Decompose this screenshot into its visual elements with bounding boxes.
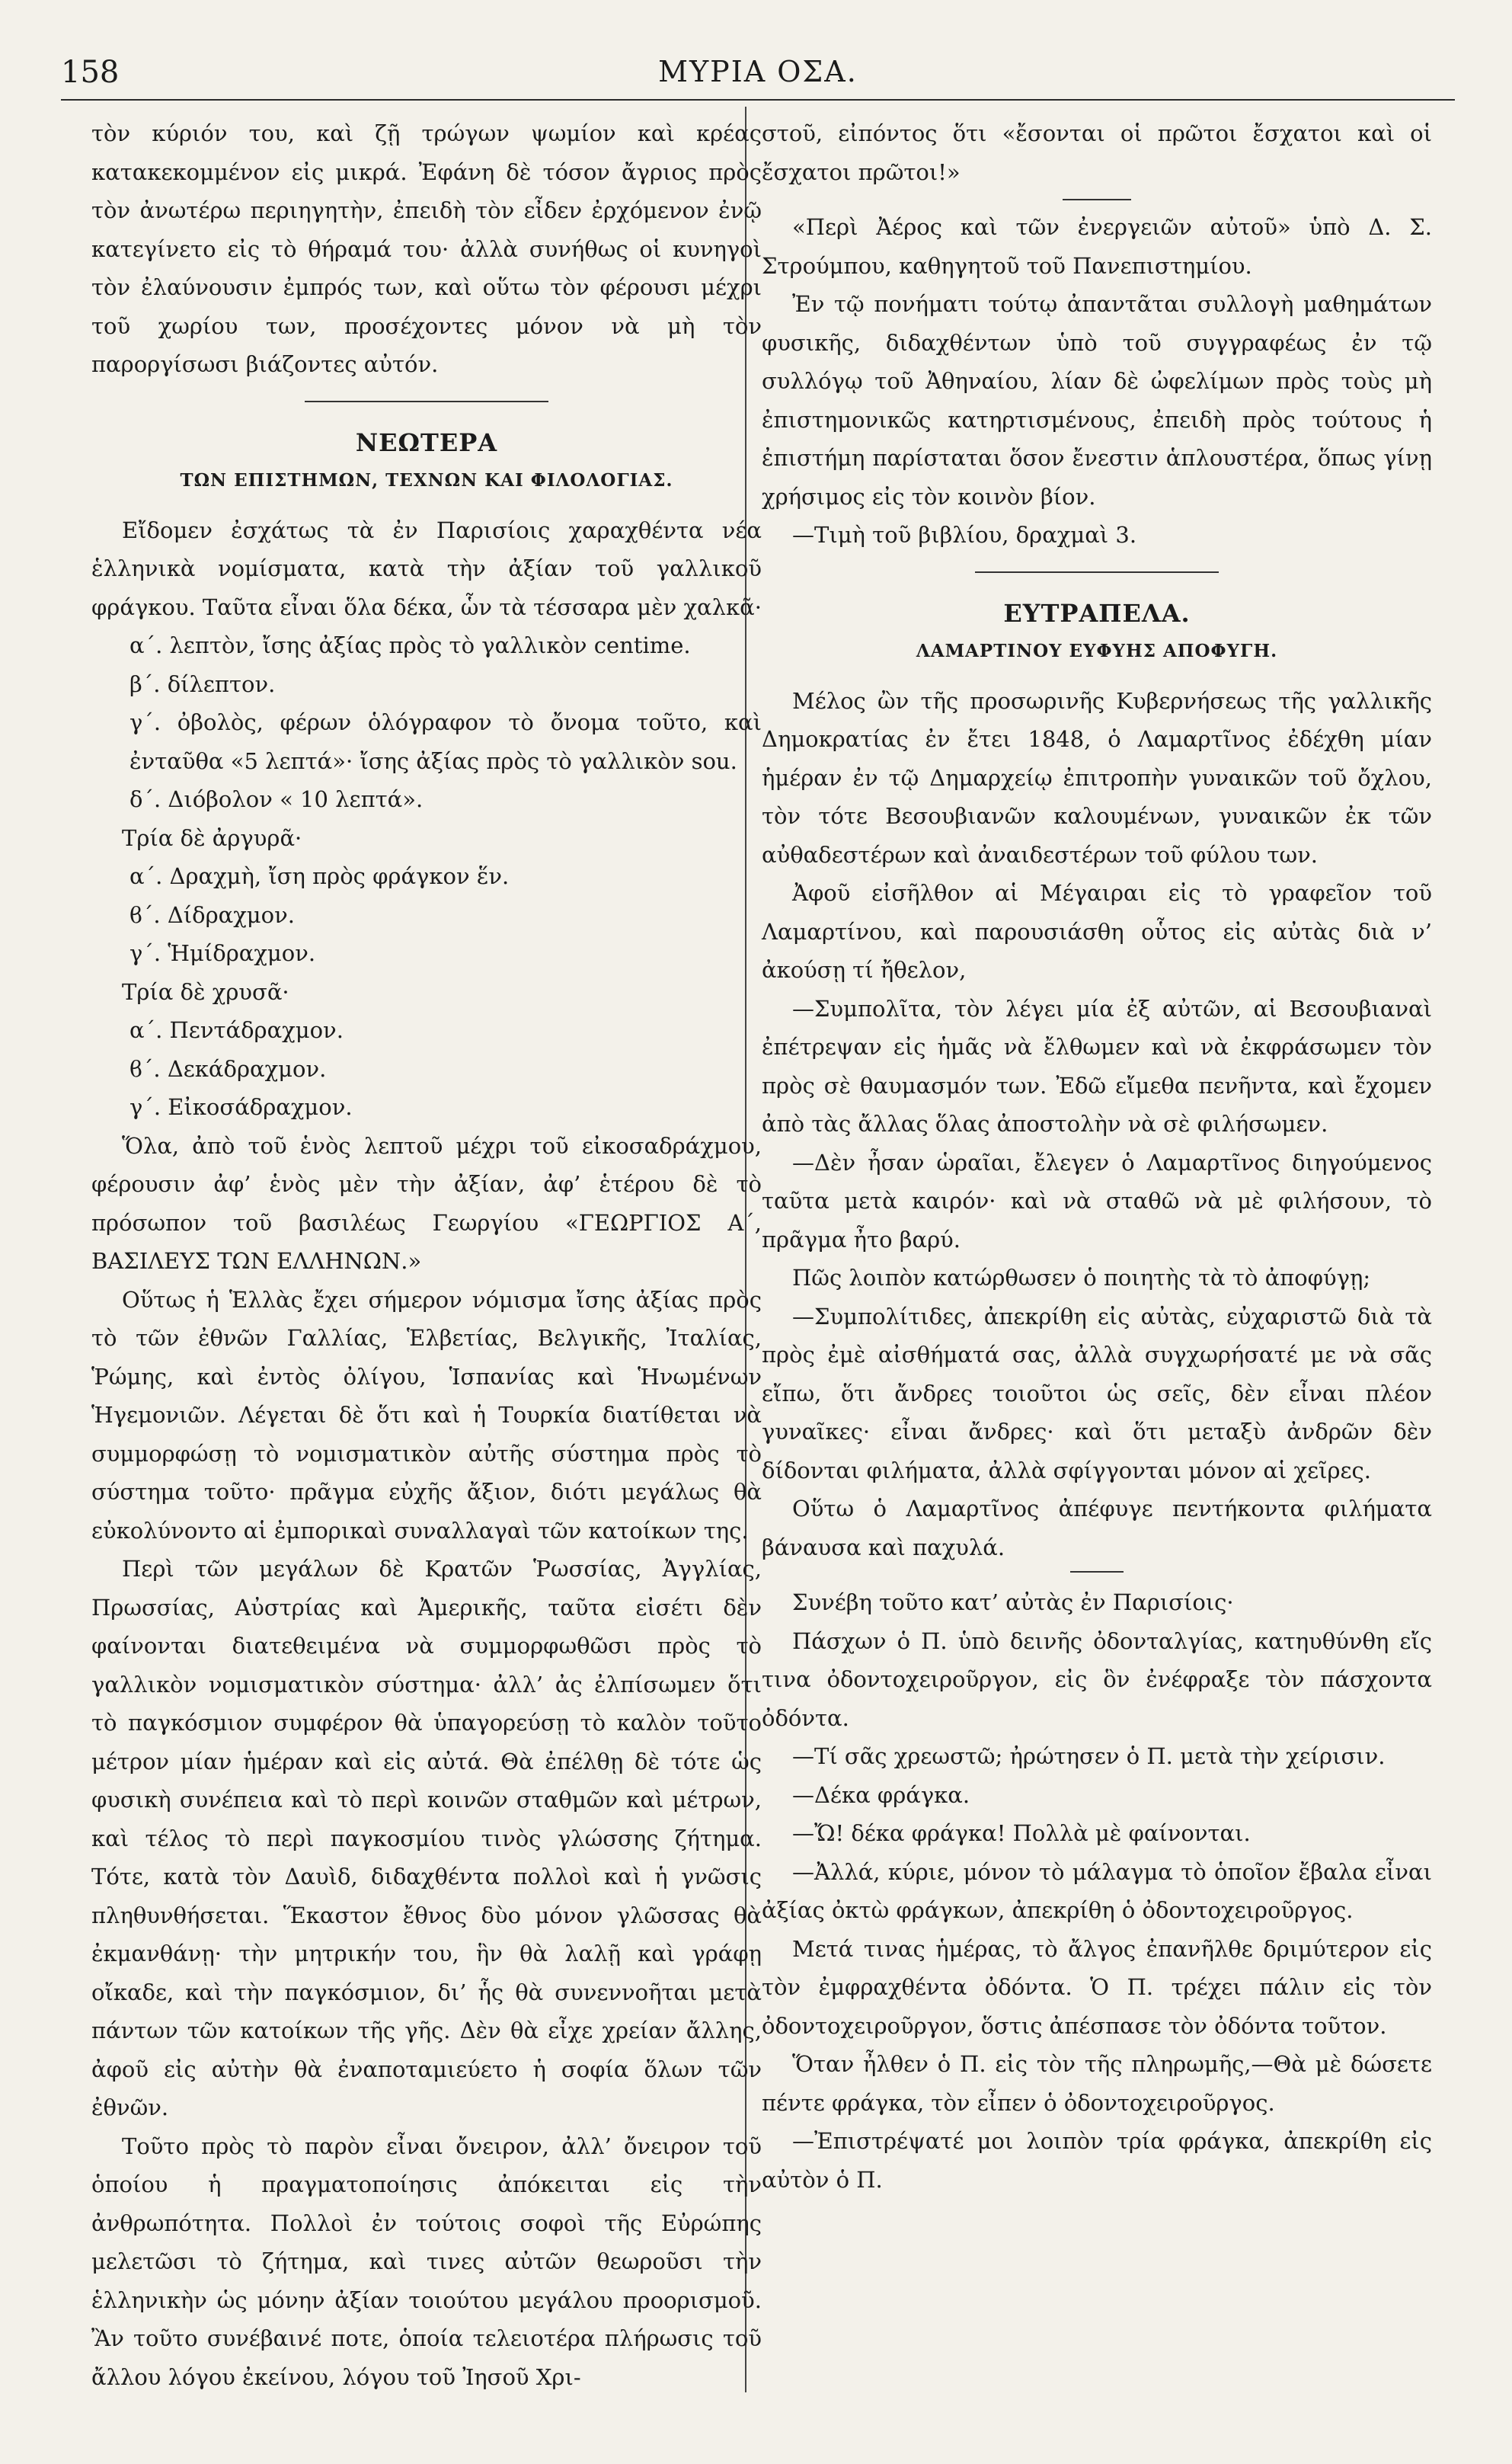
- story-paragraph: —Ἐπιστρέψατέ μοι λοιπὸν τρία φράγκα, ἀπεκρίθη εἰς αὐτὸν ὁ Π.: [762, 2128, 1432, 2193]
- story-paragraph: —Συμπολίτιδες, ἀπεκρίθη εἰς αὐτὰς, εὐχαριστῶ διὰ τὰ πρὸς ἐμὲ αἰσθήματά σας, ἀλλὰ συγχωρήσατέ με νὰ σᾶς εἴπω, ὅτι ἄνδρες τοιοῦτοι ὡς σεῖς, δὲν εἶναι πλέον γυναῖκες· εἶναι ἄνδρες· καὶ ὅτι μεταξὺ ἀνδρῶν δὲν δίδονται φιλήματα, ἀλλὰ σφίγγονται μόνον αἱ χεῖρες.: [762, 1303, 1432, 1483]
- right-column: [762, 114, 1432, 2199]
- story-paragraph: Μέλος ὢν τῆς προσωρινῆς Κυβερνήσεως τῆς γαλλικῆς Δημοκρατίας ἐν ἔτει 1848, ὁ Λαμαρτῖνος ἐδέχθη μίαν ἡμέραν ἐν τῷ Δημαρχείῳ ἐπιτροπὴν γυναικῶν τοῦ ὄχλου, τὸν τότε Βεσουβιανῶν καλουμένων, γυναικῶν ἐκ τῶν αὐθαδεστέρων καὶ ἀναιδεστέρων τοῦ φύλου των.: [762, 687, 1432, 868]
- story-paragraph: Οὕτω ὁ Λαμαρτῖνος ἀπέφυγε πεντήκοντα φιλήματα βάναυσα καὶ παχυλά.: [762, 1496, 1432, 1560]
- list-item: γ΄. Εἰκοσάδραχμον.: [129, 1094, 353, 1120]
- page-number: 158: [61, 55, 120, 90]
- continued-paragraph: στοῦ, εἰπόντος ὅτι «ἔσονται οἱ πρῶτοι ἔσχατοι καὶ οἱ ἔσχατοι πρῶτοι!»: [762, 120, 1432, 185]
- book-price: —Τιμὴ τοῦ βιβλίου, δραχμαὶ 3.: [792, 522, 1137, 548]
- story-paragraph: Πάσχων ὁ Π. ὑπὸ δεινῆς ὀδονταλγίας, κατηυθύνθη εἴς τινα ὀδοντοχειροῦργον, εἰς ὃν ἐνέφραξε τὸν πάσχοντα ὀδόντα.: [762, 1627, 1432, 1731]
- section-rule: [975, 571, 1219, 573]
- section-heading: ΕΥΤΡΑΠΕΛΑ.: [1003, 598, 1191, 628]
- intro-paragraph: τὸν κύριόν του, καὶ ζῇ τρώγων ψωμίον καὶ κρέας κατακεκομμένον εἰς μικρά. Ἐφάνη δὲ τόσον ἄγριος πρὸς τὸν ἀνωτέρω περιηγητὴν, ἐπειδὴ τὸν εἶδεν ἐρχόμενον ἐνῷ κατεγίνετο εἰς τὸ θήραμά του· ἀλλὰ συνήθως οἱ κυνηγοὶ τὸν ἐλαύνουσιν ἐμπρός των, καὶ οὕτω τὸν φέρουσι μέχρι τοῦ χωρίου των, προσέχοντες μόνον νὰ μὴ τὸν παροργίσωσι βιάζοντες αὐτόν.: [91, 120, 762, 377]
- book-description: Ἐν τῷ πονήματι τούτῳ ἀπαντᾶται συλλογὴ μαθημάτων φυσικῆς, διδαχθέντων ὑπὸ τοῦ συγγραφέως ἐν τῷ συλλόγῳ τοῦ Ἀθηναίου, λίαν δὲ ὠφελίμων πρὸς τοὺς μὴ ἐπιστημονικῶς κατηρτισμένους, ἐπειδὴ πρὸς τούτους ἡ ἐπιστήμη παρίσταται ὅσον ἔνεστιν ἁπλουστέρα, ὅπως γίνῃ χρήσιμος εἰς τὸν κοινὸν βίον.: [762, 291, 1432, 510]
- separator-rule: [1070, 1571, 1124, 1573]
- story-paragraph: —Τί σᾶς χρεωστῶ; ἠρώτησεν ὁ Π. μετὰ τὴν χείρισιν.: [792, 1743, 1386, 1769]
- story-paragraph: —Δὲν ἦσαν ὡραῖαι, ἔλεγεν ὁ Λαμαρτῖνος διηγούμενος ταῦτα μετὰ καιρόν· καὶ νὰ σταθῶ νὰ μὲ φιλήσουν, τὸ πρᾶγμα ἦτο βαρύ.: [762, 1149, 1432, 1253]
- list-item: α΄. λεπτὸν, ἴσης ἀξίας πρὸς τὸ γαλλικὸν centime.: [129, 632, 691, 658]
- running-title: ΜΥΡΙΑ ΟΣΑ.: [658, 55, 858, 88]
- story-paragraph: Συνέβη τοῦτο κατ’ αὐτὰς ἐν Παρισίοις·: [792, 1589, 1234, 1615]
- list-intro: Τρία δὲ ἀργυρᾶ·: [122, 824, 302, 851]
- story-paragraph: Μετά τινας ἡμέρας, τὸ ἄλγος ἐπανῆλθε δριμύτερον εἰς τὸν ἐμφραχθέντα ὀδόντα. Ὁ Π. τρέχει πάλιν εἰς τὸν ὀδοντοχειροῦργον, ὅστις ἀπέσπασε τὸν ὀδόντα τοῦτον.: [762, 1935, 1432, 2039]
- article-paragraph: Εἴδομεν ἐσχάτως τὰ ἐν Παρισίοις χαραχθέντα νέα ἑλληνικὰ νομίσματα, κατὰ τὴν ἀξίαν τοῦ γαλλικοῦ φράγκου. Ταῦτα εἶναι ὅλα δέκα, ὧν τὰ τέσσαρα μὲν χαλκᾶ·: [91, 517, 762, 620]
- separator-rule: [1063, 199, 1131, 200]
- list-item: γ΄. ὀβολὸς, φέρων ὁλόγραφον τὸ ὄνομα τοῦτο, καὶ ἐνταῦθα «5 λεπτά»· ἴσης ἀξίας πρὸς τὸ γαλλικὸν sou.: [129, 709, 762, 774]
- article-paragraph: Ὅλα, ἀπὸ τοῦ ἑνὸς λεπτοῦ μέχρι τοῦ εἰκοσαδράχμου, φέρουσιν ἀφ’ ἑνὸς μὲν τὴν ἀξίαν, ἀφ’ ἑτέρου δὲ τὸ πρόσωπον τοῦ βασιλέως Γεωργίου «ΓΕΩΡΓΙΟΣ Α΄, ΒΑΣΙΛΕΥΣ ΤΩΝ ΕΛΛΗΝΩΝ.»: [91, 1132, 762, 1274]
- list-item: β΄. δίλεπτον.: [129, 670, 276, 697]
- article-paragraph: Τοῦτο πρὸς τὸ παρὸν εἶναι ὄνειρον, ἀλλ’ ὄνειρον τοῦ ὁποίου ἡ πραγματοποίησις ἀπόκειται εἰς τὴν ἀνθρωπότητα. Πολλοὶ ἐν τούτοις σοφοὶ τῆς Εὐρώπης μελετῶσι τὸ ζήτημα, καὶ τινες αὐτῶν θεωροῦσι τὴν ἑλληνικὴν ὡς μόνην ἀξίαν τοιούτου μεγάλου προορισμοῦ. Ἂν τοῦτο συνέβαινέ ποτε, ὁποία τελειοτέρα πλήρωσις τοῦ ἄλλου λόγου ἐκείνου, λόγου τοῦ Ἰησοῦ Χρι-: [91, 2133, 762, 2390]
- story-paragraph: —Συμπολῖτα, τὸν λέγει μία ἐξ αὐτῶν, αἱ Βεσουβιαναὶ ἐπέτρεψαν εἰς ἡμᾶς νὰ ἔλθωμεν καὶ νὰ ἐκφράσωμεν τὸν πρὸς σὲ θαυμασμόν των. Ἐδῶ εἴμεθα πενῆντα, καὶ ἔχομεν ἀπὸ τὰς ἄλλας ὅλας ἀποστολὴν νὰ σὲ φιλήσωμεν.: [762, 995, 1432, 1137]
- story-paragraph: —Ἀλλά, κύριε, μόνον τὸ μάλαγμα τὸ ὁποῖον ἔβαλα εἶναι ἀξίας ὀκτὼ φράγκων, ἀπεκρίθη ὁ ὀδοντοχειροῦργος.: [762, 1858, 1432, 1923]
- list-item: α΄. Πεντάδραχμον.: [129, 1017, 344, 1043]
- list-intro: Τρία δὲ χρυσᾶ·: [122, 978, 289, 1005]
- list-item: α΄. Δραχμὴ, ἴση πρὸς φράγκον ἕν.: [129, 863, 510, 889]
- list-item: δ΄. Διόβολον « 10 λεπτά».: [129, 786, 424, 812]
- story-paragraph: Πῶς λοιπὸν κατώρθωσεν ὁ ποιητὴς τὰ τὸ ἀποφύγῃ;: [792, 1265, 1371, 1291]
- list-item: ϐ΄. Δεκάδραχμον.: [129, 1055, 327, 1082]
- section-subheading: ΛΑΜΑΡΤΙΝΟΥ ΕΥΦΥΗΣ ΑΠΟΦΥΓΗ.: [916, 641, 1278, 661]
- section-subheading: ΤΩΝ ΕΠΙΣΤΗΜΩΝ, ΤΕΧΝΩΝ ΚΑΙ ΦΙΛΟΛΟΓΙΑΣ.: [180, 470, 673, 491]
- story-paragraph: Ἀφοῦ εἰσῆλθον αἱ Μέγαιραι εἰς τὸ γραφεῖον τοῦ Λαμαρτίνου, καὶ παρουσιάσθη οὗτος εἰς αὐτὰς διὰ ν’ ἀκούσῃ τί ἤθελον,: [762, 880, 1432, 983]
- article-paragraph: Οὕτως ἡ Ἑλλὰς ἔχει σήμερον νόμισμα ἴσης ἀξίας πρὸς τὸ τῶν ἐθνῶν Γαλλίας, Ἑλβετίας, Βελγικῆς, Ἰταλίας, Ῥώμης, καὶ ἐντὸς ὀλίγου, Ἱσπανίας καὶ Ἡνωμένων Ἡγεμονιῶν. Λέγεται δὲ ὅτι καὶ ἡ Τουρκία διατίθεται νὰ συμμορφώσῃ τὸ νομισματικὸν αὐτῆς σύστημα πρὸς τὸ σύστημα τοῦτο· πρᾶγμα εὐχῆς ἄξιον, διότι μεγάλως θὰ εὐκολύνοντο αἱ ἐμπορικαὶ συναλλαγαὶ τῶν κατοίκων της.: [91, 1286, 762, 1544]
- book-title: «Περὶ Ἀέρος καὶ τῶν ἐνεργειῶν αὐτοῦ» ὑπὸ Δ. Σ. Στρούμπου, καθηγητοῦ τοῦ Πανεπιστημίου.: [762, 214, 1432, 279]
- left-column: [91, 114, 762, 2396]
- section-rule: [305, 401, 548, 402]
- story-paragraph: —Δέκα φράγκα.: [792, 1781, 970, 1808]
- list-item: ϐ΄. Δίδραχμον.: [129, 901, 295, 928]
- story-paragraph: Ὅταν ἦλθεν ὁ Π. εἰς τὸν τῆς πληρωμῆς,—Θὰ μὲ δώσετε πέντε φράγκα, τὸν εἶπεν ὁ ὀδοντοχειροῦργος.: [762, 2051, 1432, 2116]
- story-paragraph: —Ὤ! δέκα φράγκα! Πολλὰ μὲ φαίνονται.: [792, 1820, 1251, 1846]
- section-heading: ΝΕΩΤΕΡΑ: [355, 427, 498, 457]
- page-header: [61, 46, 1455, 101]
- article-paragraph: Περὶ τῶν μεγάλων δὲ Κρατῶν Ῥωσσίας, Ἀγγλίας, Πρωσσίας, Αὐστρίας καὶ Ἀμερικῆς, ταῦτα εἰσέτι δὲν φαίνονται διατεθειμένα νὰ συμμορφωθῶσι πρὸς τὸ γαλλικὸν νομισματικὸν σύστημα· ἀλλ’ ἀς ἐλπίσωμεν ὅτι τὸ παγκόσμιον συμφέρον θὰ ὑπαγορεύσῃ τὸ καλὸν τοῦτο μέτρον μίαν ἡμέραν καὶ εἰς αὐτά. Θὰ ἐπέλθῃ δὲ τότε ὡς φυσικὴ συνέπεια καὶ τὸ περὶ κοινῶν σταθμῶν καὶ μέτρων, καὶ τέλος τὸ περὶ παγκοσμίου τινὸς γλώσσης ζήτημα. Τότε, κατὰ τὸν Δαυὶδ, διδαχθέντα πολλοὶ καὶ ἡ γνῶσις πληθυνθήσεται. Ἕκαστον ἔθνος δὺο μόνον γλῶσσας θὰ ἐκμανθάνῃ· τὴν μητρικήν του, ἣν θὰ λαλῇ καὶ γράφῃ οἴκαδε, καὶ τὴν παγκόσμιον, δι’ ἧς θὰ συνεννοῆται μετὰ πάντων τῶν κατοίκων τῆς γῆς. Δὲν θὰ εἶχε χρείαν ἄλλης, ἀφοῦ εἰς αὐτὴν θὰ ἐναποταμιεύετο ἡ σοφία ὅλων τῶν ἐθνῶν.: [91, 1556, 762, 2120]
- list-item: γ΄. Ἡμίδραχμον.: [129, 940, 316, 966]
